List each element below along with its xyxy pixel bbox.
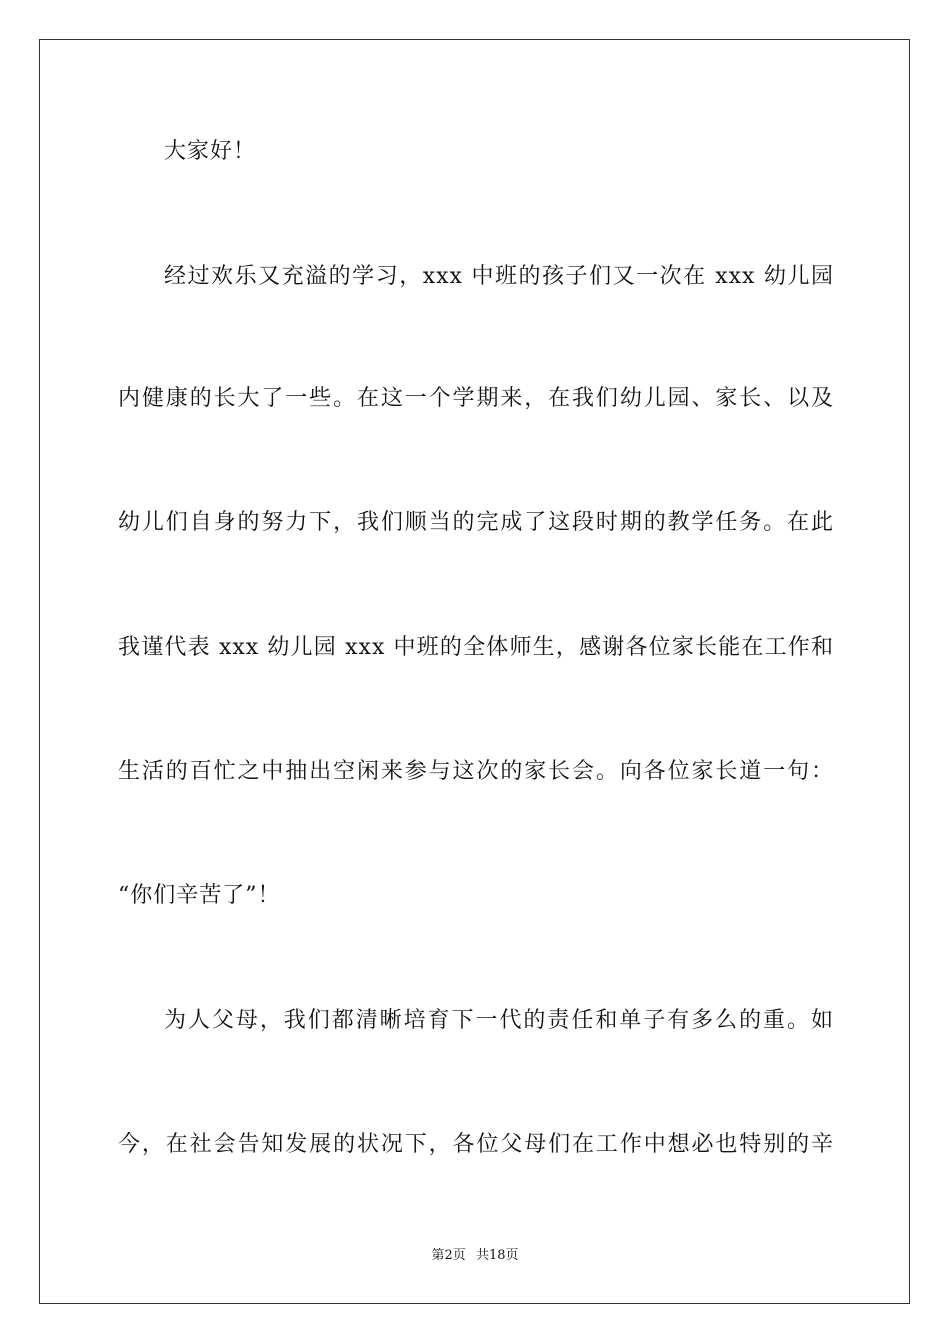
page-total: 共18页: [475, 1248, 519, 1263]
page-footer: [0, 1247, 950, 1265]
paragraph-1-line-4: 我谨代表 xxx 幼儿园 xxx 中班的全体师生，感谢各位家长能在工作和: [118, 635, 834, 660]
paragraph-1-line-5: 生活的百忙之中抽出空闲来参与这次的家长会。向各位家长道一句：: [118, 759, 834, 784]
paragraph-2-line-1: 为人父母，我们都清晰培育下一代的责任和单子有多么的重。如: [164, 1008, 834, 1033]
paragraph-1-line-2: 内健康的长大了一些。在这一个学期来，在我们幼儿园、家长、以及: [118, 386, 834, 411]
paragraph-1-line-6: “你们辛苦了”！: [118, 883, 281, 908]
page-border: [39, 39, 910, 1304]
paragraph-1-line-3: 幼儿们自身的努力下，我们顺当的完成了这段时期的教学任务。在此: [118, 510, 834, 535]
paragraph-1-line-1: 经过欢乐又充溢的学习，xxx 中班的孩子们又一次在 xxx 幼儿园: [164, 264, 834, 289]
page-number: 第2页: [431, 1248, 466, 1263]
paragraph-2-line-2: 今，在社会告知发展的状况下，各位父母们在工作中想必也特别的辛: [118, 1132, 834, 1157]
greeting-line: 大家好！: [164, 139, 257, 164]
